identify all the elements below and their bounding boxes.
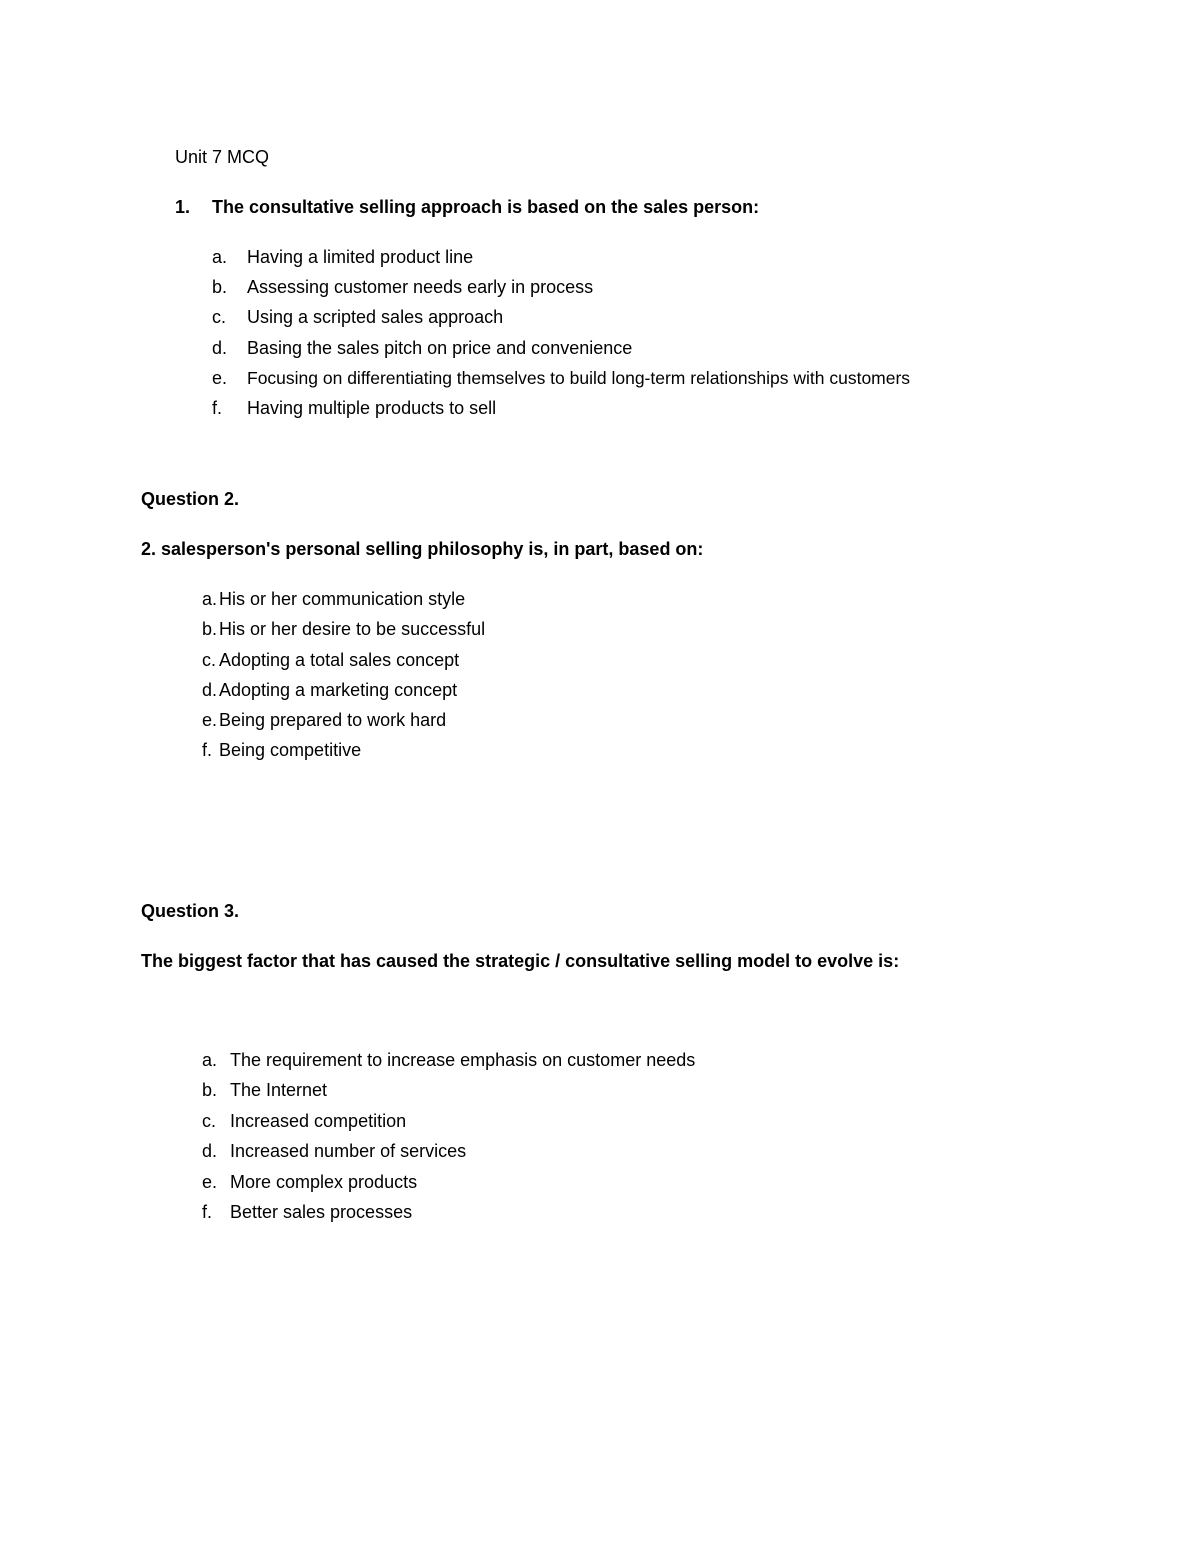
option-letter: a. — [202, 1050, 218, 1070]
option-text: Better sales processes — [230, 1202, 413, 1222]
option-text: More complex products — [230, 1172, 418, 1192]
option-text: The Internet — [230, 1080, 328, 1100]
option-text: Focusing on differentiating themselves to build long-term relationships with customers — [247, 368, 911, 388]
option-text: Basing the sales pitch on price and convenience — [247, 338, 633, 358]
option-text: Using a scripted sales approach — [247, 307, 504, 327]
option-letter: d. — [212, 338, 228, 358]
q2-heading: Question 2. — [141, 489, 240, 509]
option-letter: f. — [202, 740, 213, 760]
option-text: Increased number of services — [230, 1141, 467, 1161]
option-letter: c. — [212, 307, 227, 327]
option-letter: a. — [202, 589, 218, 609]
option-text: His or her communication style — [219, 589, 466, 609]
option-letter: d. — [202, 680, 218, 700]
option-letter: a. — [212, 247, 228, 267]
q1-number: 1. — [175, 197, 191, 217]
option-letter: e. — [202, 710, 218, 730]
option-text: Having multiple products to sell — [247, 398, 497, 418]
option-text: Being prepared to work hard — [219, 710, 447, 730]
option-letter: e. — [202, 1172, 218, 1192]
option-letter: d. — [202, 1141, 218, 1161]
option-text: Increased competition — [230, 1111, 407, 1131]
document-title: Unit 7 MCQ — [175, 147, 270, 167]
option-text: Assessing customer needs early in process — [247, 277, 594, 297]
option-letter: c. — [202, 1111, 217, 1131]
option-text: The requirement to increase emphasis on customer needs — [230, 1050, 696, 1070]
option-text: Being competitive — [219, 740, 362, 760]
option-letter: f. — [202, 1202, 213, 1222]
option-text: Adopting a marketing concept — [219, 680, 458, 700]
option-letter: b. — [202, 1080, 218, 1100]
option-letter: c. — [202, 650, 217, 670]
option-letter: b. — [212, 277, 228, 297]
option-text: Adopting a total sales concept — [219, 650, 460, 670]
q1-prompt: The consultative selling approach is based on the sales person: — [212, 197, 760, 217]
q2-prompt: 2. salesperson's personal selling philosophy is, in part, based on: — [141, 539, 704, 559]
option-text: His or her desire to be successful — [219, 619, 486, 639]
option-text: Having a limited product line — [247, 247, 474, 267]
q3-prompt: The biggest factor that has caused the strategic / consultative selling model to evolve is: — [141, 951, 900, 971]
option-letter: b. — [202, 619, 218, 639]
option-letter: f. — [212, 398, 223, 418]
option-letter: e. — [212, 368, 228, 388]
q3-heading: Question 3. — [141, 901, 240, 921]
